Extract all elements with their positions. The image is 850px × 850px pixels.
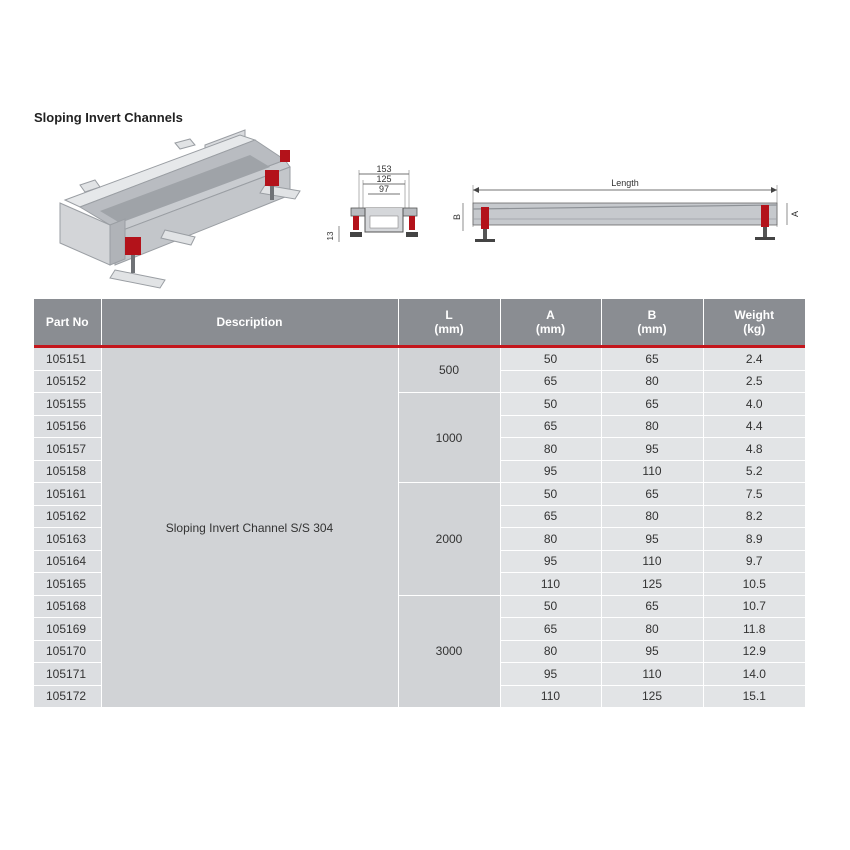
part-no-cell: 105163 [34, 528, 101, 551]
part-no-cell: 105162 [34, 505, 101, 528]
table-header-row [34, 299, 805, 347]
length-cell: 1000 [398, 393, 500, 483]
part-no-cell: 105158 [34, 460, 101, 483]
b-cell: 95 [601, 528, 703, 551]
length-cell: 2000 [398, 483, 500, 596]
description-cell: Sloping Invert Channel S/S 304 [101, 347, 398, 708]
weight-cell: 9.7 [703, 550, 805, 573]
b-cell: 80 [601, 415, 703, 438]
part-no-cell: 105171 [34, 663, 101, 686]
b-cell: 65 [601, 347, 703, 371]
weight-cell: 12.9 [703, 640, 805, 663]
a-cell: 80 [500, 438, 601, 461]
weight-cell: 4.4 [703, 415, 805, 438]
a-cell: 65 [500, 505, 601, 528]
part-no-cell: 105151 [34, 347, 101, 371]
weight-cell: 2.4 [703, 347, 805, 371]
a-cell: 110 [500, 573, 601, 596]
weight-cell: 14.0 [703, 663, 805, 686]
weight-cell: 4.0 [703, 393, 805, 416]
a-cell: 95 [500, 550, 601, 573]
a-cell: 80 [500, 640, 601, 663]
part-no-cell: 105169 [34, 618, 101, 641]
dim-125: 125 [376, 174, 392, 184]
part-no-cell: 105164 [34, 550, 101, 573]
weight-cell: 10.7 [703, 595, 805, 618]
dim-13: 13 [326, 231, 335, 241]
table-row [34, 347, 805, 371]
cross-section-drawing [325, 160, 435, 255]
b-cell: 110 [601, 550, 703, 573]
side-elevation-drawing [445, 175, 805, 255]
b-cell: 80 [601, 505, 703, 528]
a-cell: 65 [500, 415, 601, 438]
weight-cell: 8.2 [703, 505, 805, 528]
weight-cell: 10.5 [703, 573, 805, 596]
label-a: A [790, 210, 800, 218]
a-cell: 95 [500, 460, 601, 483]
header-part-no: Part No [34, 299, 101, 347]
weight-cell: 8.9 [703, 528, 805, 551]
header-description: Description [101, 299, 398, 347]
weight-cell: 2.5 [703, 370, 805, 393]
weight-cell: 15.1 [703, 685, 805, 708]
spec-table [34, 299, 805, 708]
part-no-cell: 105168 [34, 595, 101, 618]
weight-cell: 11.8 [703, 618, 805, 641]
dim-153: 153 [376, 164, 392, 174]
weight-cell: 4.8 [703, 438, 805, 461]
header-weight: Weight (kg) [703, 299, 805, 347]
channel-3d-illustration [55, 125, 315, 295]
b-cell: 95 [601, 438, 703, 461]
length-cell: 500 [398, 347, 500, 393]
length-label: Length [611, 178, 639, 188]
b-cell: 125 [601, 685, 703, 708]
a-cell: 65 [500, 618, 601, 641]
a-cell: 50 [500, 347, 601, 371]
b-cell: 110 [601, 663, 703, 686]
a-cell: 95 [500, 663, 601, 686]
part-no-cell: 105156 [34, 415, 101, 438]
part-no-cell: 105170 [34, 640, 101, 663]
b-cell: 65 [601, 393, 703, 416]
part-no-cell: 105157 [34, 438, 101, 461]
section-title: Sloping Invert Channels [34, 110, 183, 125]
b-cell: 65 [601, 595, 703, 618]
a-cell: 50 [500, 483, 601, 506]
b-cell: 125 [601, 573, 703, 596]
weight-cell: 5.2 [703, 460, 805, 483]
header-a: A (mm) [500, 299, 601, 347]
label-b: B [452, 213, 462, 221]
length-cell: 3000 [398, 595, 500, 708]
header-l: L (mm) [398, 299, 500, 347]
part-no-cell: 105161 [34, 483, 101, 506]
b-cell: 80 [601, 618, 703, 641]
b-cell: 65 [601, 483, 703, 506]
b-cell: 95 [601, 640, 703, 663]
a-cell: 110 [500, 685, 601, 708]
a-cell: 80 [500, 528, 601, 551]
a-cell: 50 [500, 393, 601, 416]
part-no-cell: 105172 [34, 685, 101, 708]
weight-cell: 7.5 [703, 483, 805, 506]
part-no-cell: 105155 [34, 393, 101, 416]
b-cell: 110 [601, 460, 703, 483]
a-cell: 65 [500, 370, 601, 393]
b-cell: 80 [601, 370, 703, 393]
header-b: B (mm) [601, 299, 703, 347]
dim-97: 97 [378, 184, 390, 194]
part-no-cell: 105152 [34, 370, 101, 393]
part-no-cell: 105165 [34, 573, 101, 596]
a-cell: 50 [500, 595, 601, 618]
